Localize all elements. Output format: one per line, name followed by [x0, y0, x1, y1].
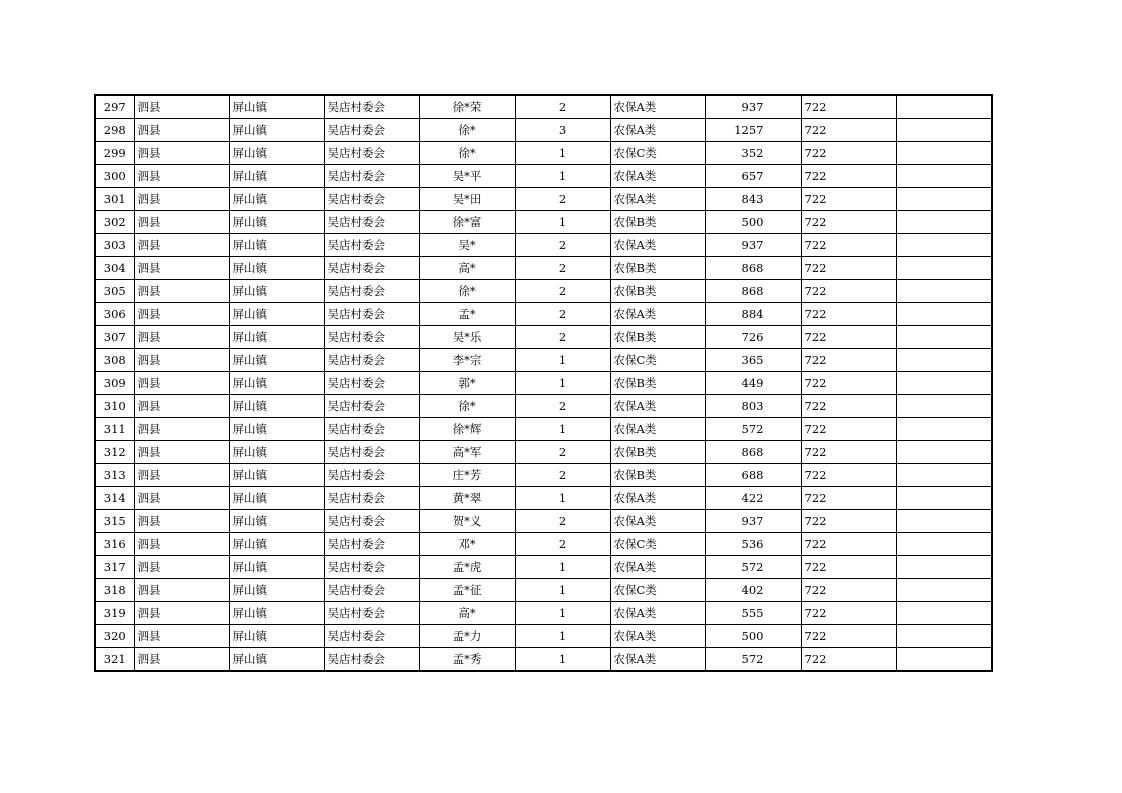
- village-cell: 吴店村委会: [324, 349, 419, 372]
- row-number: 310: [95, 395, 134, 418]
- code-cell: 722: [801, 418, 896, 441]
- town-cell: 屏山镇: [229, 165, 324, 188]
- table-row: [95, 119, 992, 142]
- code-cell: 722: [801, 303, 896, 326]
- amount-cell: 688: [705, 464, 801, 487]
- category-cell: 农保A类: [610, 556, 705, 579]
- amount-cell: 884: [705, 303, 801, 326]
- name-cell: 庄*芳: [419, 464, 515, 487]
- amount-cell: 726: [705, 326, 801, 349]
- code-cell: 722: [801, 211, 896, 234]
- village-cell: 吴店村委会: [324, 95, 419, 119]
- row-number: 298: [95, 119, 134, 142]
- town-cell: 屏山镇: [229, 579, 324, 602]
- category-cell: 农保A类: [610, 648, 705, 672]
- code-cell: 722: [801, 510, 896, 533]
- household-size-cell: 2: [515, 533, 610, 556]
- town-cell: 屏山镇: [229, 602, 324, 625]
- name-cell: 吴*平: [419, 165, 515, 188]
- table-row: [95, 464, 992, 487]
- county-cell: 泗县: [134, 326, 229, 349]
- remark-cell: [896, 326, 992, 349]
- amount-cell: 868: [705, 441, 801, 464]
- remark-cell: [896, 280, 992, 303]
- name-cell: 黄*翠: [419, 487, 515, 510]
- code-cell: 722: [801, 625, 896, 648]
- name-cell: 吴*乐: [419, 326, 515, 349]
- row-number: 318: [95, 579, 134, 602]
- county-cell: 泗县: [134, 372, 229, 395]
- table-row: [95, 487, 992, 510]
- category-cell: 农保B类: [610, 280, 705, 303]
- code-cell: 722: [801, 142, 896, 165]
- table-row: [95, 579, 992, 602]
- code-cell: 722: [801, 395, 896, 418]
- name-cell: 徐*: [419, 119, 515, 142]
- village-cell: 吴店村委会: [324, 188, 419, 211]
- town-cell: 屏山镇: [229, 326, 324, 349]
- name-cell: 李*宗: [419, 349, 515, 372]
- amount-cell: 449: [705, 372, 801, 395]
- village-cell: 吴店村委会: [324, 395, 419, 418]
- code-cell: 722: [801, 326, 896, 349]
- household-size-cell: 1: [515, 625, 610, 648]
- county-cell: 泗县: [134, 648, 229, 672]
- household-size-cell: 2: [515, 395, 610, 418]
- household-size-cell: 2: [515, 95, 610, 119]
- row-number: 297: [95, 95, 134, 119]
- remark-cell: [896, 487, 992, 510]
- town-cell: 屏山镇: [229, 487, 324, 510]
- remark-cell: [896, 211, 992, 234]
- town-cell: 屏山镇: [229, 556, 324, 579]
- table-row: [95, 510, 992, 533]
- row-number: 305: [95, 280, 134, 303]
- remark-cell: [896, 372, 992, 395]
- code-cell: 722: [801, 464, 896, 487]
- code-cell: 722: [801, 165, 896, 188]
- county-cell: 泗县: [134, 142, 229, 165]
- row-number: 312: [95, 441, 134, 464]
- village-cell: 吴店村委会: [324, 510, 419, 533]
- table-row: [95, 418, 992, 441]
- county-cell: 泗县: [134, 418, 229, 441]
- category-cell: 农保A类: [610, 487, 705, 510]
- row-number: 321: [95, 648, 134, 672]
- category-cell: 农保B类: [610, 211, 705, 234]
- amount-cell: 555: [705, 602, 801, 625]
- county-cell: 泗县: [134, 165, 229, 188]
- county-cell: 泗县: [134, 234, 229, 257]
- county-cell: 泗县: [134, 510, 229, 533]
- village-cell: 吴店村委会: [324, 326, 419, 349]
- code-cell: 722: [801, 533, 896, 556]
- village-cell: 吴店村委会: [324, 234, 419, 257]
- row-number: 313: [95, 464, 134, 487]
- category-cell: 农保C类: [610, 142, 705, 165]
- village-cell: 吴店村委会: [324, 303, 419, 326]
- remark-cell: [896, 142, 992, 165]
- name-cell: 孟*秀: [419, 648, 515, 672]
- remark-cell: [896, 165, 992, 188]
- household-size-cell: 1: [515, 372, 610, 395]
- code-cell: 722: [801, 648, 896, 672]
- data-table: [94, 94, 993, 672]
- county-cell: 泗县: [134, 95, 229, 119]
- household-size-cell: 2: [515, 280, 610, 303]
- amount-cell: 352: [705, 142, 801, 165]
- household-size-cell: 1: [515, 418, 610, 441]
- name-cell: 孟*虎: [419, 556, 515, 579]
- amount-cell: 572: [705, 648, 801, 672]
- remark-cell: [896, 579, 992, 602]
- household-size-cell: 2: [515, 441, 610, 464]
- code-cell: 722: [801, 95, 896, 119]
- town-cell: 屏山镇: [229, 648, 324, 672]
- town-cell: 屏山镇: [229, 280, 324, 303]
- remark-cell: [896, 349, 992, 372]
- row-number: 319: [95, 602, 134, 625]
- name-cell: 孟*力: [419, 625, 515, 648]
- remark-cell: [896, 119, 992, 142]
- household-size-cell: 1: [515, 602, 610, 625]
- household-size-cell: 1: [515, 487, 610, 510]
- name-cell: 高*: [419, 257, 515, 280]
- amount-cell: 937: [705, 95, 801, 119]
- category-cell: 农保B类: [610, 441, 705, 464]
- household-size-cell: 1: [515, 556, 610, 579]
- remark-cell: [896, 602, 992, 625]
- village-cell: 吴店村委会: [324, 648, 419, 672]
- table-row: [95, 625, 992, 648]
- remark-cell: [896, 533, 992, 556]
- county-cell: 泗县: [134, 441, 229, 464]
- table-row: [95, 533, 992, 556]
- village-cell: 吴店村委会: [324, 372, 419, 395]
- name-cell: 孟*征: [419, 579, 515, 602]
- county-cell: 泗县: [134, 303, 229, 326]
- remark-cell: [896, 510, 992, 533]
- table-row: [95, 372, 992, 395]
- town-cell: 屏山镇: [229, 625, 324, 648]
- town-cell: 屏山镇: [229, 95, 324, 119]
- amount-cell: 937: [705, 234, 801, 257]
- amount-cell: 572: [705, 556, 801, 579]
- amount-cell: 402: [705, 579, 801, 602]
- household-size-cell: 1: [515, 165, 610, 188]
- household-size-cell: 1: [515, 142, 610, 165]
- town-cell: 屏山镇: [229, 395, 324, 418]
- table-row: [95, 165, 992, 188]
- county-cell: 泗县: [134, 625, 229, 648]
- village-cell: 吴店村委会: [324, 487, 419, 510]
- amount-cell: 843: [705, 188, 801, 211]
- town-cell: 屏山镇: [229, 188, 324, 211]
- name-cell: 徐*富: [419, 211, 515, 234]
- household-size-cell: 2: [515, 188, 610, 211]
- name-cell: 吴*田: [419, 188, 515, 211]
- name-cell: 徐*辉: [419, 418, 515, 441]
- category-cell: 农保C类: [610, 349, 705, 372]
- row-number: 307: [95, 326, 134, 349]
- amount-cell: 365: [705, 349, 801, 372]
- household-size-cell: 2: [515, 234, 610, 257]
- town-cell: 屏山镇: [229, 119, 324, 142]
- table-row: [95, 349, 992, 372]
- village-cell: 吴店村委会: [324, 211, 419, 234]
- remark-cell: [896, 257, 992, 280]
- category-cell: 农保A类: [610, 119, 705, 142]
- amount-cell: 868: [705, 257, 801, 280]
- remark-cell: [896, 625, 992, 648]
- table-row: [95, 326, 992, 349]
- amount-cell: 868: [705, 280, 801, 303]
- table-row: [95, 211, 992, 234]
- county-cell: 泗县: [134, 395, 229, 418]
- row-number: 320: [95, 625, 134, 648]
- village-cell: 吴店村委会: [324, 257, 419, 280]
- name-cell: 高*军: [419, 441, 515, 464]
- amount-cell: 803: [705, 395, 801, 418]
- row-number: 304: [95, 257, 134, 280]
- town-cell: 屏山镇: [229, 510, 324, 533]
- household-size-cell: 2: [515, 326, 610, 349]
- row-number: 311: [95, 418, 134, 441]
- remark-cell: [896, 418, 992, 441]
- village-cell: 吴店村委会: [324, 441, 419, 464]
- village-cell: 吴店村委会: [324, 119, 419, 142]
- row-number: 302: [95, 211, 134, 234]
- remark-cell: [896, 234, 992, 257]
- household-size-cell: 3: [515, 119, 610, 142]
- amount-cell: 572: [705, 418, 801, 441]
- code-cell: 722: [801, 556, 896, 579]
- town-cell: 屏山镇: [229, 533, 324, 556]
- code-cell: 722: [801, 579, 896, 602]
- village-cell: 吴店村委会: [324, 579, 419, 602]
- table-row: [95, 303, 992, 326]
- category-cell: 农保A类: [610, 395, 705, 418]
- amount-cell: 422: [705, 487, 801, 510]
- category-cell: 农保A类: [610, 510, 705, 533]
- category-cell: 农保C类: [610, 533, 705, 556]
- town-cell: 屏山镇: [229, 303, 324, 326]
- household-size-cell: 1: [515, 648, 610, 672]
- row-number: 309: [95, 372, 134, 395]
- row-number: 303: [95, 234, 134, 257]
- name-cell: 郭*: [419, 372, 515, 395]
- code-cell: 722: [801, 234, 896, 257]
- household-size-cell: 1: [515, 349, 610, 372]
- town-cell: 屏山镇: [229, 257, 324, 280]
- remark-cell: [896, 441, 992, 464]
- household-size-cell: 2: [515, 510, 610, 533]
- name-cell: 贺*义: [419, 510, 515, 533]
- code-cell: 722: [801, 119, 896, 142]
- county-cell: 泗县: [134, 349, 229, 372]
- code-cell: 722: [801, 257, 896, 280]
- table-row: [95, 280, 992, 303]
- county-cell: 泗县: [134, 487, 229, 510]
- name-cell: 徐*: [419, 395, 515, 418]
- row-number: 306: [95, 303, 134, 326]
- category-cell: 农保B类: [610, 464, 705, 487]
- table-row: [95, 441, 992, 464]
- household-size-cell: 2: [515, 303, 610, 326]
- village-cell: 吴店村委会: [324, 142, 419, 165]
- category-cell: 农保A类: [610, 303, 705, 326]
- village-cell: 吴店村委会: [324, 464, 419, 487]
- row-number: 314: [95, 487, 134, 510]
- category-cell: 农保B类: [610, 326, 705, 349]
- row-number: 300: [95, 165, 134, 188]
- category-cell: 农保A类: [610, 418, 705, 441]
- category-cell: 农保A类: [610, 95, 705, 119]
- code-cell: 722: [801, 602, 896, 625]
- table-row: [95, 142, 992, 165]
- town-cell: 屏山镇: [229, 234, 324, 257]
- town-cell: 屏山镇: [229, 349, 324, 372]
- table-row: [95, 234, 992, 257]
- code-cell: 722: [801, 487, 896, 510]
- category-cell: 农保A类: [610, 188, 705, 211]
- household-size-cell: 2: [515, 464, 610, 487]
- category-cell: 农保A类: [610, 602, 705, 625]
- county-cell: 泗县: [134, 579, 229, 602]
- household-size-cell: 1: [515, 579, 610, 602]
- remark-cell: [896, 395, 992, 418]
- name-cell: 吴*: [419, 234, 515, 257]
- county-cell: 泗县: [134, 602, 229, 625]
- county-cell: 泗县: [134, 257, 229, 280]
- county-cell: 泗县: [134, 280, 229, 303]
- village-cell: 吴店村委会: [324, 556, 419, 579]
- category-cell: 农保A类: [610, 234, 705, 257]
- code-cell: 722: [801, 280, 896, 303]
- town-cell: 屏山镇: [229, 418, 324, 441]
- name-cell: 孟*: [419, 303, 515, 326]
- amount-cell: 937: [705, 510, 801, 533]
- village-cell: 吴店村委会: [324, 533, 419, 556]
- amount-cell: 1257: [705, 119, 801, 142]
- name-cell: 徐*: [419, 142, 515, 165]
- village-cell: 吴店村委会: [324, 625, 419, 648]
- village-cell: 吴店村委会: [324, 418, 419, 441]
- code-cell: 722: [801, 349, 896, 372]
- table-row: [95, 95, 992, 119]
- remark-cell: [896, 188, 992, 211]
- row-number: 315: [95, 510, 134, 533]
- category-cell: 农保B类: [610, 257, 705, 280]
- category-cell: 农保A类: [610, 625, 705, 648]
- row-number: 317: [95, 556, 134, 579]
- table-row: [95, 648, 992, 672]
- category-cell: 农保C类: [610, 579, 705, 602]
- household-size-cell: 1: [515, 211, 610, 234]
- county-cell: 泗县: [134, 464, 229, 487]
- village-cell: 吴店村委会: [324, 602, 419, 625]
- remark-cell: [896, 556, 992, 579]
- remark-cell: [896, 303, 992, 326]
- county-cell: 泗县: [134, 556, 229, 579]
- town-cell: 屏山镇: [229, 372, 324, 395]
- remark-cell: [896, 464, 992, 487]
- amount-cell: 657: [705, 165, 801, 188]
- code-cell: 722: [801, 372, 896, 395]
- table-row: [95, 395, 992, 418]
- row-number: 308: [95, 349, 134, 372]
- amount-cell: 536: [705, 533, 801, 556]
- county-cell: 泗县: [134, 119, 229, 142]
- row-number: 299: [95, 142, 134, 165]
- village-cell: 吴店村委会: [324, 165, 419, 188]
- town-cell: 屏山镇: [229, 142, 324, 165]
- town-cell: 屏山镇: [229, 211, 324, 234]
- town-cell: 屏山镇: [229, 441, 324, 464]
- table-row: [95, 257, 992, 280]
- name-cell: 徐*荣: [419, 95, 515, 119]
- category-cell: 农保A类: [610, 165, 705, 188]
- village-cell: 吴店村委会: [324, 280, 419, 303]
- remark-cell: [896, 648, 992, 672]
- household-size-cell: 2: [515, 257, 610, 280]
- name-cell: 邓*: [419, 533, 515, 556]
- category-cell: 农保B类: [610, 372, 705, 395]
- amount-cell: 500: [705, 625, 801, 648]
- code-cell: 722: [801, 188, 896, 211]
- row-number: 301: [95, 188, 134, 211]
- table-row: [95, 556, 992, 579]
- table-row: [95, 188, 992, 211]
- table-row: [95, 602, 992, 625]
- remark-cell: [896, 95, 992, 119]
- name-cell: 高*: [419, 602, 515, 625]
- county-cell: 泗县: [134, 533, 229, 556]
- town-cell: 屏山镇: [229, 464, 324, 487]
- code-cell: 722: [801, 441, 896, 464]
- county-cell: 泗县: [134, 211, 229, 234]
- amount-cell: 500: [705, 211, 801, 234]
- county-cell: 泗县: [134, 188, 229, 211]
- name-cell: 徐*: [419, 280, 515, 303]
- row-number: 316: [95, 533, 134, 556]
